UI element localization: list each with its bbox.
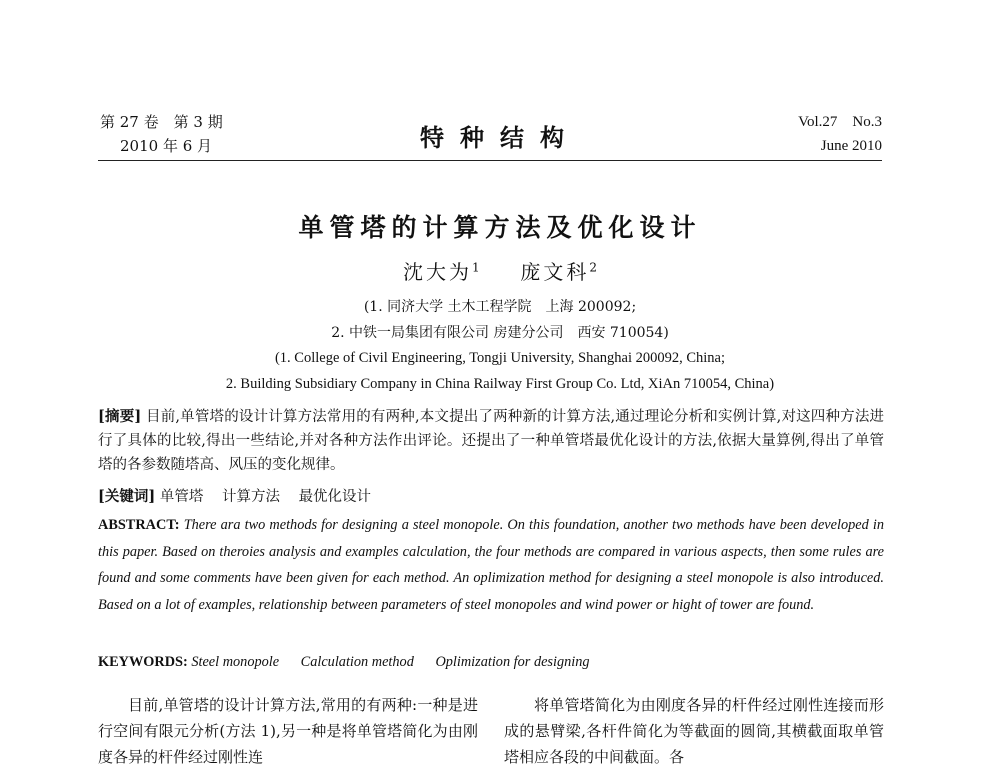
abstract-en-text: There ara two methods for designing a steel monopole. On this foundation, another two methods have been developed in this paper. Based on theroies analysis and examples calculation, the four methods are compared in various aspects, then some rules are found and some comments have been given for each method. An oplimization method for designing a steel monopole is also introduced. Based on a lot of examples, relationship between parameters of steel monopoles and wind power or hight of tower are found. (98, 517, 884, 613)
body-column-right: 将单管塔简化为由刚度各异的杆件经过刚性连接而形成的悬臂梁,各杆件简化为等截面的圆筒,其横截面取单管塔相应各段的中间截面。各 (504, 696, 884, 766)
abstract-cn (98, 405, 884, 477)
keyword-en: Oplimization for designing (435, 654, 590, 670)
affiliation-cn-1: (1. 同济大学 土木工程学院 上海 200092; (363, 299, 637, 315)
paper-title: 单管塔的计算方法及优化设计 (298, 213, 702, 242)
volume-issue-cn: 第 27 卷 第 3 期 (100, 113, 223, 131)
keyword-en: Steel monopole (191, 654, 280, 670)
keyword-en: Calculation method (300, 654, 414, 670)
author-line (0, 256, 1000, 285)
abstract-en-label: ABSTRACT: (98, 517, 180, 533)
keyword-cn: 计算方法 (221, 489, 280, 505)
body-column-left: 目前,单管塔的设计计算方法,常用的有两种:一种是进行空间有限元分析(方法 1),另一种是将单管塔简化为由刚度各异的杆件经过刚性连 (98, 696, 478, 766)
affiliation-en-1: (1. College of Civil Engineering, Tongji University, Shanghai 200092, China; (274, 350, 726, 366)
keywords-en (98, 650, 884, 674)
journal-volume-info-en (798, 110, 882, 158)
journal-name: 特种结构 (420, 123, 580, 152)
header-divider (98, 160, 882, 161)
keywords-en-label: KEYWORDS: (98, 654, 188, 670)
author-name: 沈大为 (403, 260, 472, 284)
affiliation-en-2: 2. Building Subsidiary Company in China Railway First Group Co. Ltd, XiAn 710054, China) (225, 376, 775, 392)
keywords-cn-label: [关键词] (98, 488, 156, 505)
abstract-cn-label: [摘要] (98, 408, 142, 425)
author-affil-mark: 1 (472, 260, 480, 275)
author-name: 庞文科 (520, 260, 590, 284)
keyword-cn: 单管塔 (159, 489, 204, 505)
abstract-cn-text: 目前,单管塔的设计计算方法常用的有两种,本文提出了两种新的计算方法,通过理论分析和实例计算,对这四种方法进行了具体的比较,得出一些结论,并对各种方法作出评论。还提出了一种单管塔最优化设计的方法,依据大量算例,得出了单管塔的各参数随塔高、风压的变化规律。 (98, 409, 885, 473)
keywords-cn (98, 485, 884, 509)
affiliation-cn-2: 2. 中铁一局集团有限公司 房建分公司 西安 710054) (331, 325, 669, 341)
author-affil-mark: 2 (589, 260, 597, 275)
abstract-en (98, 512, 884, 618)
volume-issue-en: Vol.27 No.3 (798, 114, 882, 130)
date-cn: 2010 年 6 月 (120, 137, 213, 155)
date-en: June 2010 (820, 138, 882, 154)
keyword-cn: 最优化设计 (298, 489, 372, 505)
